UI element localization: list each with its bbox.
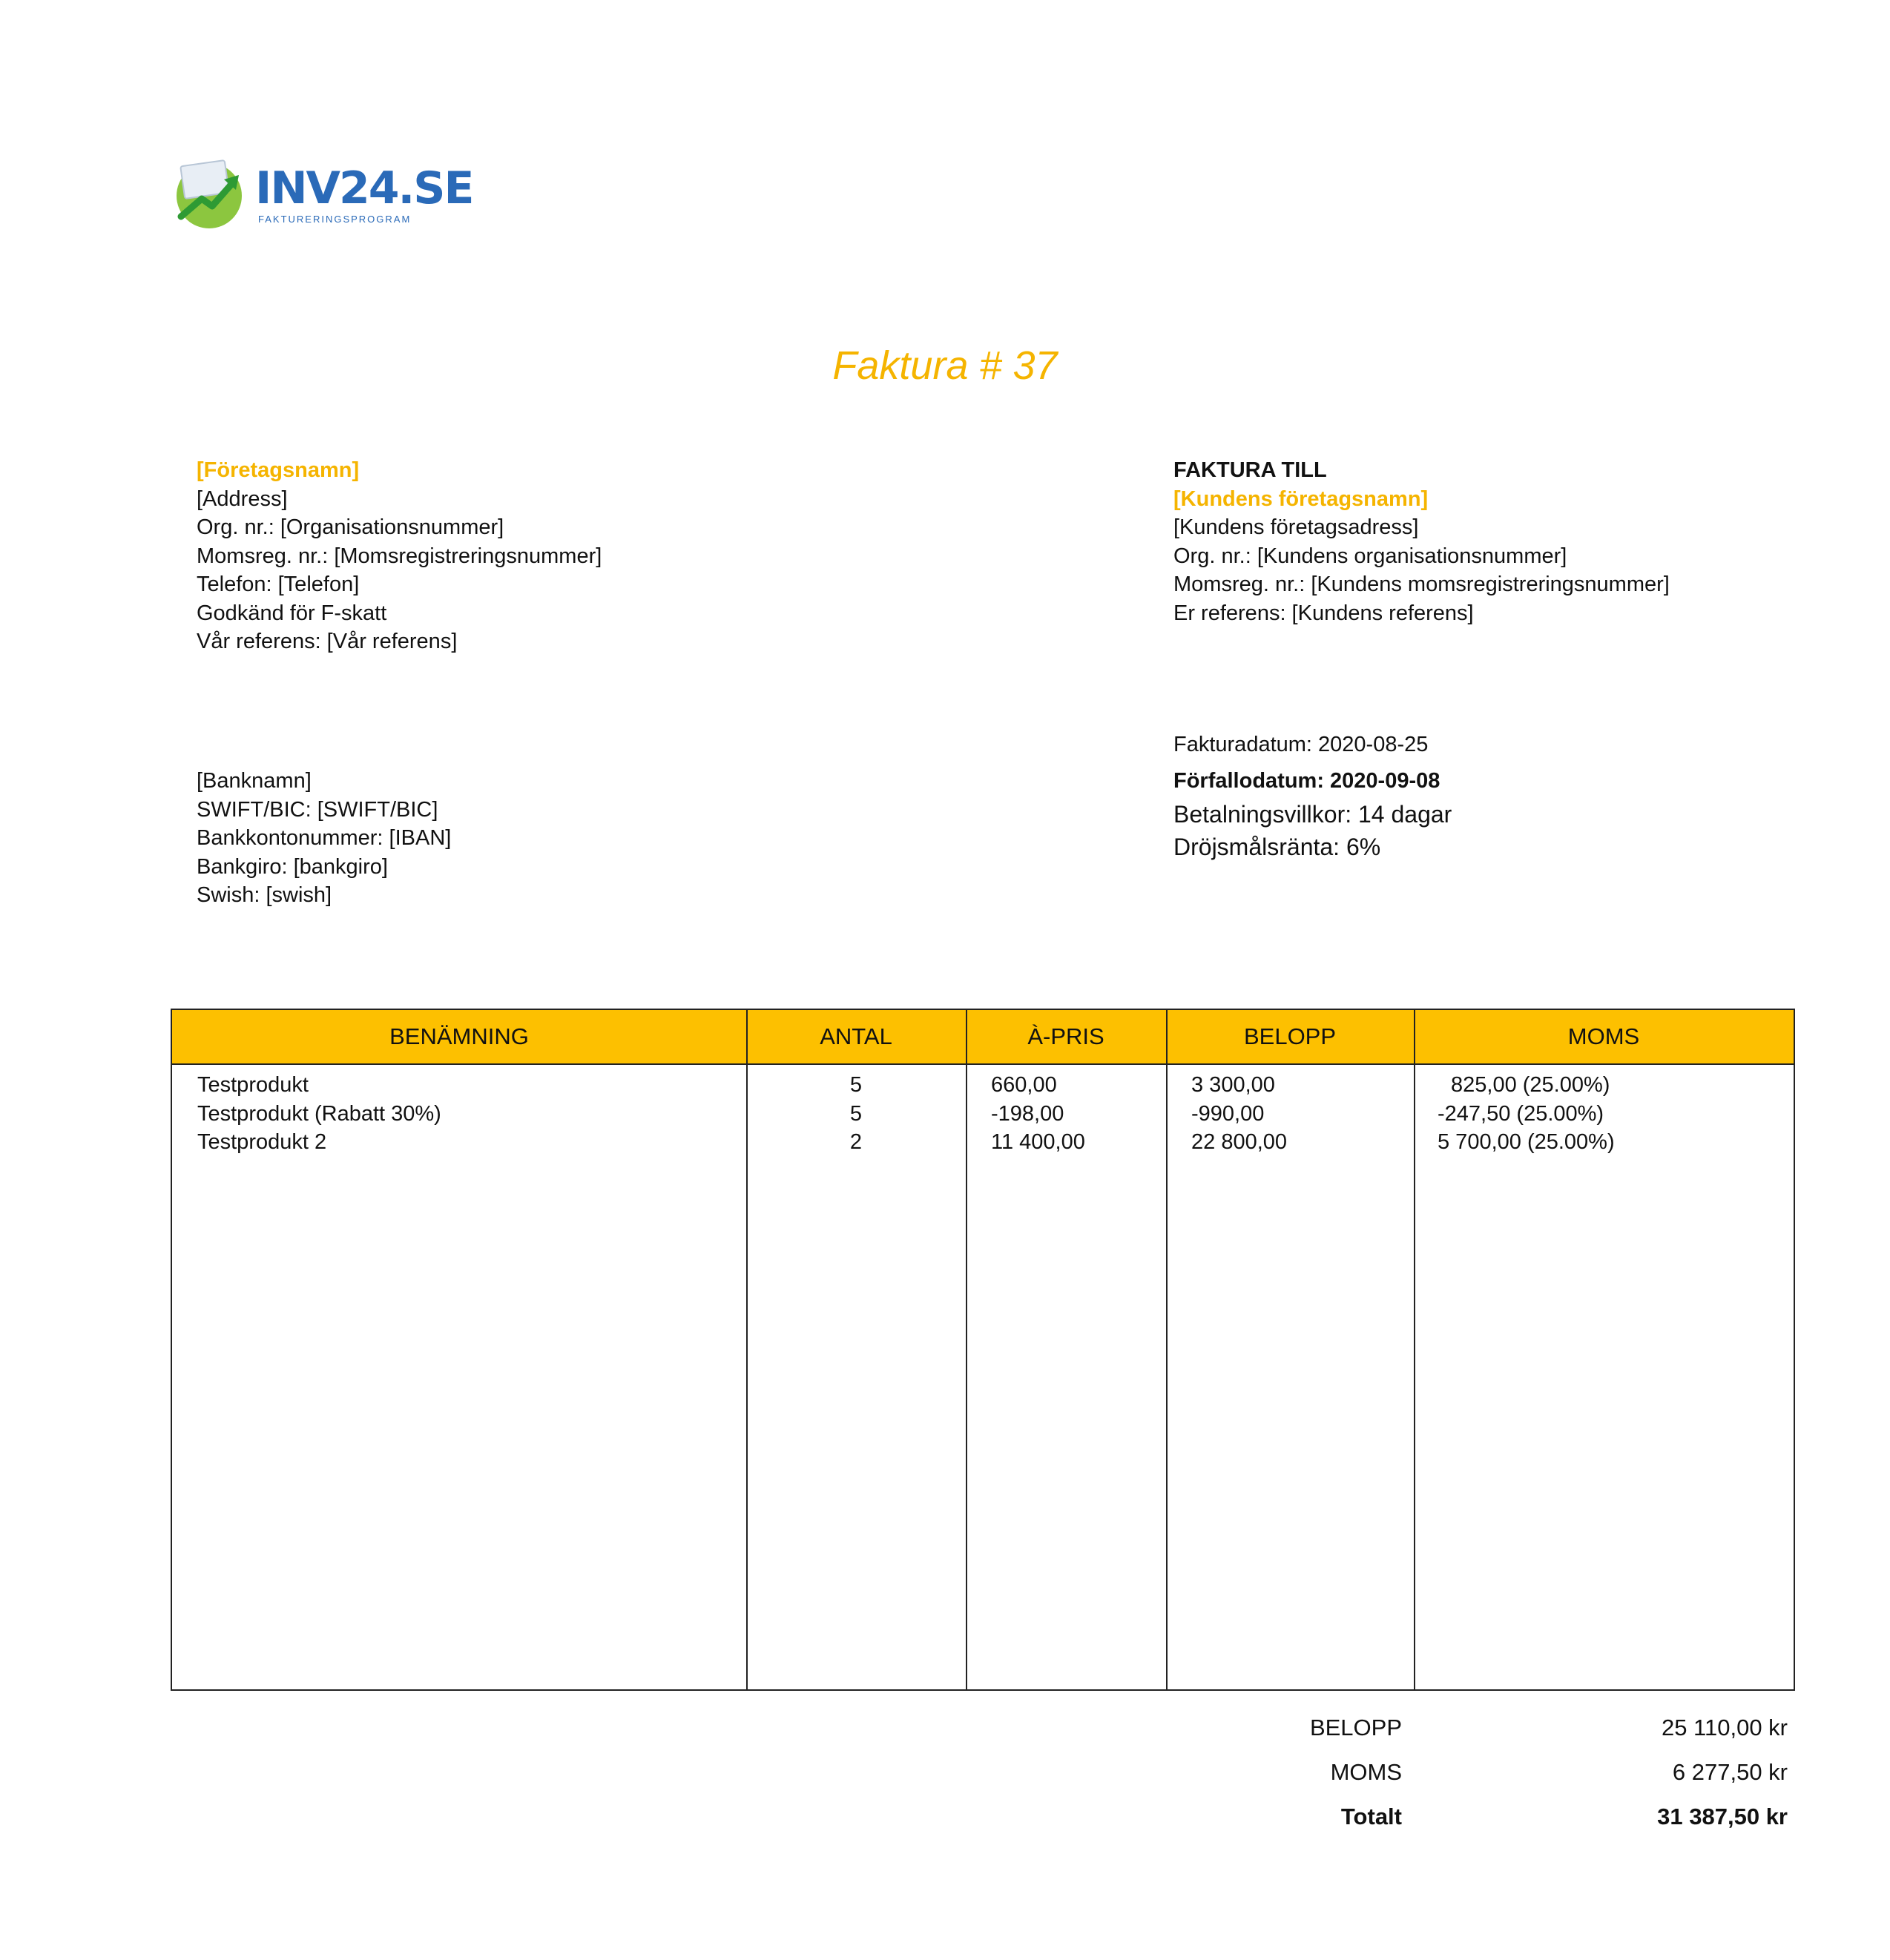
- item-price: 11 400,00: [991, 1130, 1085, 1154]
- item-vat: -247,50 (25.00%): [1438, 1101, 1604, 1126]
- invoice-title: Faktura # 37: [832, 343, 1058, 388]
- payment-terms: Betalningsvillkor: 14 dagar: [1173, 801, 1452, 828]
- vat-value: 6 277,50 kr: [1672, 1759, 1788, 1785]
- table-row: [172, 1128, 1794, 1157]
- bank-line: Swish: [swish]: [197, 883, 332, 907]
- header-name: BENÄMNING: [389, 1023, 529, 1049]
- table-row: [172, 1100, 1794, 1129]
- total-value: 31 387,50 kr: [1657, 1804, 1788, 1829]
- table-row: [172, 1071, 1794, 1100]
- item-name: Testprodukt 2: [197, 1130, 327, 1154]
- subtotal-row: [1261, 1706, 1788, 1750]
- recipient-block: [1173, 456, 1670, 627]
- subtotal-label: BELOPP: [1309, 1715, 1402, 1740]
- logo-tagline: FAKTURERINGSPROGRAM: [258, 214, 412, 225]
- item-amount: 22 800,00: [1191, 1130, 1288, 1154]
- item-price: 660,00: [991, 1073, 1057, 1097]
- item-price: -198,00: [991, 1101, 1064, 1126]
- recipient-line: Er referens: [Kundens referens]: [1173, 601, 1474, 625]
- sender-company: [Företagsnamn]: [197, 458, 360, 482]
- recipient-company: [Kundens företagsnamn]: [1173, 486, 1429, 511]
- logo-icon: [172, 159, 249, 230]
- late-interest: Dröjsmålsränta: 6%: [1173, 834, 1381, 860]
- sender-line: Org. nr.: [Organisationsnummer]: [197, 515, 504, 539]
- total-row: [1261, 1795, 1788, 1839]
- bank-line: [Banknamn]: [197, 769, 312, 793]
- item-name: Testprodukt (Rabatt 30%): [197, 1101, 441, 1126]
- due-date: Förfallodatum: 2020-09-08: [1173, 768, 1440, 793]
- recipient-line: Momsreg. nr.: [Kundens momsregistreringsnummer]: [1173, 573, 1670, 596]
- bank-line: Bankkontonummer: [IBAN]: [197, 826, 452, 850]
- sender-line: [Address]: [197, 486, 288, 511]
- header-qty: ANTAL: [820, 1023, 892, 1049]
- recipient-heading: FAKTURA TILL: [1173, 458, 1327, 482]
- recipient-line: [Kundens företagsadress]: [1173, 515, 1419, 539]
- table-header: [172, 1010, 1794, 1065]
- vat-label: MOMS: [1330, 1759, 1402, 1785]
- total-label: Totalt: [1340, 1804, 1402, 1829]
- subtotal-value: 25 110,00 kr: [1661, 1715, 1788, 1740]
- bank-line: SWIFT/BIC: [SWIFT/BIC]: [197, 797, 438, 822]
- item-name: Testprodukt: [197, 1073, 309, 1097]
- header-price: À-PRIS: [1027, 1023, 1104, 1049]
- item-vat: 825,00 (25.00%): [1451, 1073, 1610, 1097]
- company-logo: [172, 157, 473, 231]
- sender-line: Telefon: [Telefon]: [197, 573, 360, 596]
- recipient-line: Org. nr.: [Kundens organisationsnummer]: [1173, 544, 1567, 568]
- vat-row: [1261, 1750, 1788, 1795]
- bank-line: Bankgiro: [bankgiro]: [197, 854, 388, 879]
- sender-line: Vår referens: [Vår referens]: [197, 630, 458, 653]
- item-qty: 2: [849, 1130, 863, 1154]
- sender-line: Godkänd för F-skatt: [197, 601, 387, 625]
- item-qty: 5: [849, 1101, 863, 1126]
- item-vat: 5 700,00 (25.00%): [1438, 1130, 1615, 1154]
- items-table: [171, 1009, 1795, 1691]
- dates-block: [1173, 730, 1452, 863]
- sender-line: Momsreg. nr.: [Momsregistreringsnummer]: [197, 544, 602, 568]
- table-body: [172, 1071, 1794, 1157]
- item-qty: 5: [849, 1073, 863, 1097]
- totals-block: [1261, 1706, 1788, 1839]
- header-amount: BELOPP: [1243, 1023, 1337, 1049]
- header-vat: MOMS: [1567, 1023, 1640, 1049]
- logo-name: INV24.SE: [255, 162, 473, 214]
- item-amount: 3 300,00: [1191, 1073, 1275, 1097]
- item-amount: -990,00: [1191, 1101, 1265, 1126]
- invoice-date: Fakturadatum: 2020-08-25: [1173, 733, 1429, 756]
- sender-block: [197, 456, 602, 656]
- bank-block: [197, 767, 451, 910]
